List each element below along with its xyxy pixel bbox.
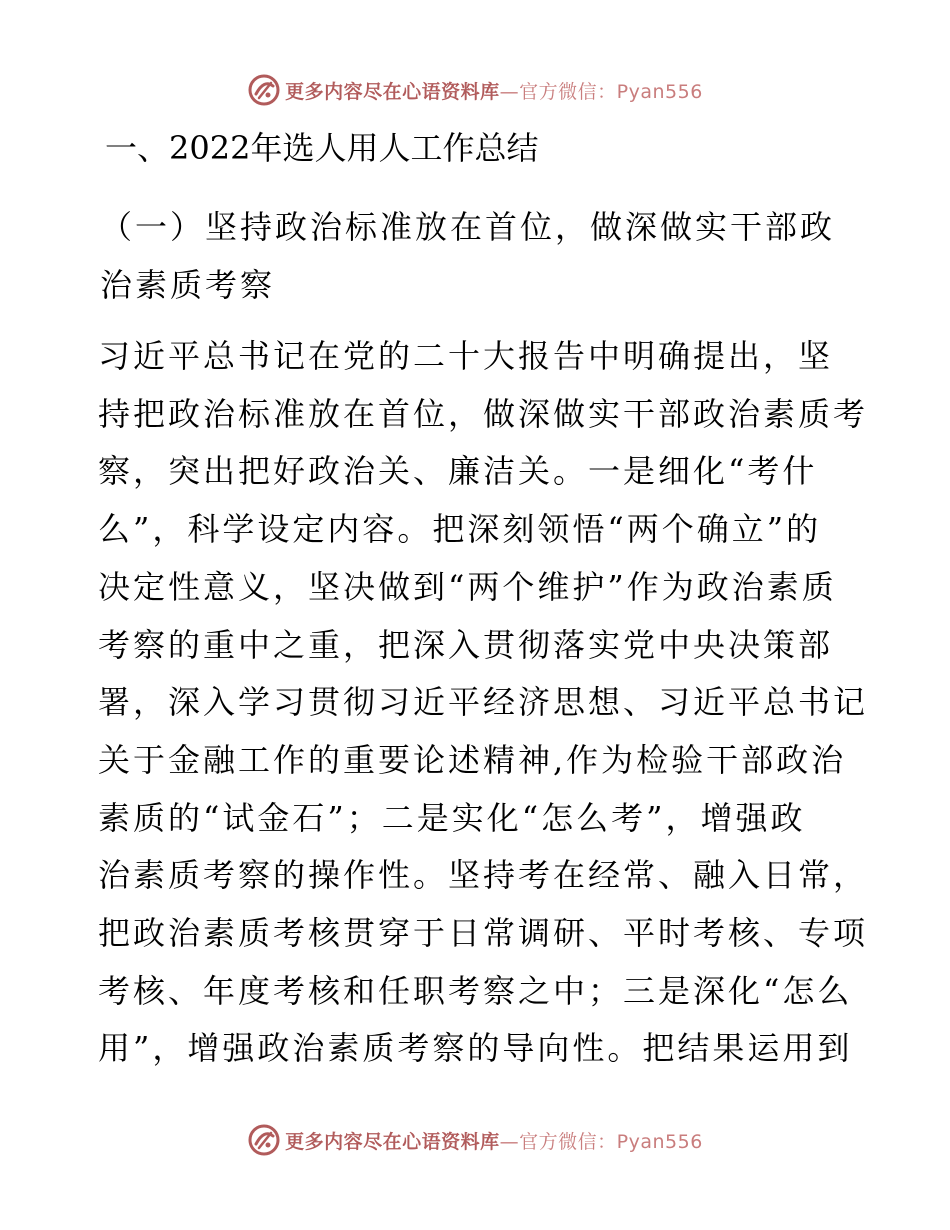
subsection-heading-line: 治素质考察 [100,266,276,304]
watermark-site-name: 更多内容尽在心语资料库 [285,1130,500,1153]
paragraph-line: 么”，科学设定内容。把深刻领悟“两个确立”的 [98,510,822,549]
paragraph-line: 决定性意义，坚决做到“两个维护”作为政治素质 [98,567,837,606]
watermark-wechat-id: —官方微信：Pyan556 [499,1130,703,1153]
section-heading: 一、2022年选人用人工作总结 [105,129,539,167]
subsection-heading [100,198,850,314]
brand-logo-icon [247,1123,281,1157]
paragraph-line: 把政治素质考核贯穿于日常调研、平时考核、专项 [98,914,869,953]
watermark-header [0,70,950,110]
watermark-site-name: 更多内容尽在心语资料库 [285,80,500,103]
subsection-heading-line: （一）坚持政治标准放在首位，做深做实干部政 [100,208,836,246]
brand-logo-icon [247,73,281,107]
watermark-footer [0,1120,950,1160]
paragraph-line: 治素质考察的操作性。坚持考在经常、融入日常， [98,856,869,895]
paragraph-line: 关于金融工作的重要论述精神,作为检验干部政治 [98,740,847,779]
paragraph-line: 考察的重中之重，把深入贯彻落实党中央决策部 [98,625,834,664]
paragraph-line: 用”，增强政治素质考察的导向性。把结果运用到 [98,1029,853,1068]
paragraph-line: 习近平总书记在党的二十大报告中明确提出，坚 [98,337,834,375]
watermark-wechat-id: —官方微信：Pyan556 [499,80,703,103]
body-paragraph [98,328,869,1078]
paragraph-line: 察，突出把好政治关、廉洁关。一是细化“考什 [98,452,818,491]
paragraph-line: 素质的“试金石”；二是实化“怎么考”，增强政 [98,798,806,837]
paragraph-line: 考核、年度考核和任职考察之中；三是深化“怎么 [98,971,853,1010]
paragraph-line: 署，深入学习贯彻习近平经济思想、习近平总书记 [98,683,869,722]
paragraph-line: 持把政治标准放在首位，做深做实干部政治素质考 [98,394,869,433]
